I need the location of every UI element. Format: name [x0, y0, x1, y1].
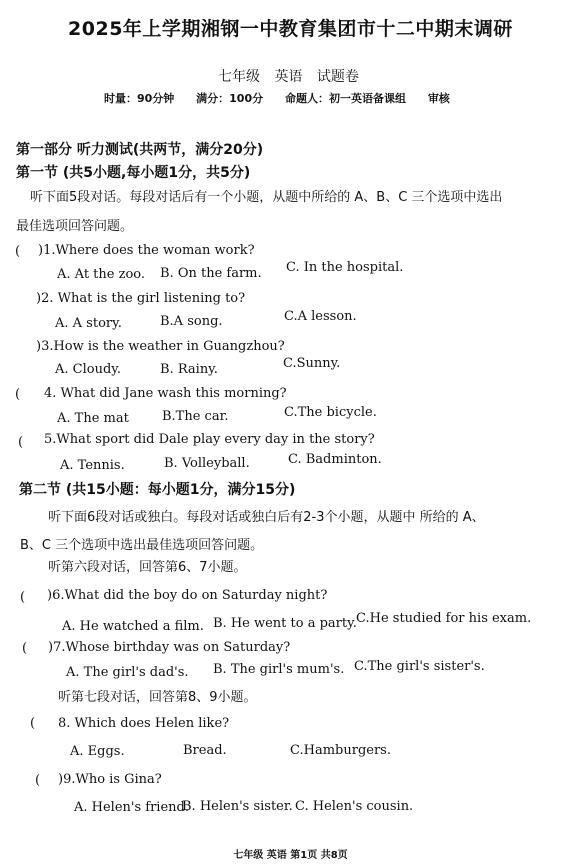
option-b: B.A song.	[160, 314, 223, 329]
answer-paren: (	[15, 244, 21, 259]
option-a: A. Tennis.	[60, 458, 125, 473]
option-b: B. Helen's sister.	[182, 799, 293, 814]
option-b: B. The girl's mum's.	[213, 662, 345, 677]
subject-label: 英语	[274, 69, 303, 85]
option-b: Bread.	[183, 743, 227, 758]
exam-meta	[104, 90, 468, 106]
author-label: 命题人：初一英语备课组	[284, 92, 406, 105]
paper-subtitle	[218, 66, 369, 86]
review-label: 审核	[427, 92, 450, 105]
answer-paren: (	[30, 716, 36, 731]
section1-title: 第一节 (共5小题,每小题1分，共5分)	[16, 165, 251, 181]
question-text: 8. Which does Helen like?	[58, 716, 230, 731]
answer-paren: (	[20, 590, 26, 605]
option-b: B. Rainy.	[160, 362, 218, 377]
page-footer: 七年级 英语 第1页 共8页	[233, 850, 348, 861]
question-text: )2. What is the girl listening to?	[36, 291, 246, 306]
option-a: A. A story.	[55, 316, 122, 331]
score-label: 满分：100分	[196, 92, 264, 105]
option-c: C.Sunny.	[283, 356, 341, 371]
time-label: 时量：90分钟	[104, 92, 175, 105]
option-c: C. In the hospital.	[286, 260, 404, 275]
answer-paren: (	[18, 435, 24, 450]
question-text: )3.How is the weather in Guangzhou?	[36, 339, 285, 354]
question-text: 5.What sport did Dale play every day in the story?	[44, 432, 375, 447]
option-a: A. Eggs.	[70, 744, 125, 759]
option-c: C.A lesson.	[284, 309, 357, 324]
answer-paren: (	[35, 773, 41, 788]
question-text: )6.What did the boy do on Saturday night?	[47, 588, 328, 603]
option-b: B. He went to a party.	[213, 616, 357, 631]
question-text: )7.Whose birthday was on Saturday?	[48, 640, 291, 655]
option-c: C. Helen's cousin.	[295, 799, 414, 814]
option-b: B. On the farm.	[160, 266, 262, 281]
option-c: C. Badminton.	[288, 452, 382, 467]
option-a: A. The girl's dad's.	[66, 665, 189, 680]
section2-instruction-1: 听下面6段对话或独白。每段对话或独白后有2-3个小题，从题中 所给的 A、	[48, 510, 485, 525]
section1-instruction-2: 最佳选项回答问题。	[16, 219, 134, 234]
part1-title: 第一部分 听力测试(共两节，满分20分)	[16, 142, 264, 158]
answer-paren: (	[22, 641, 28, 656]
option-a: A. The mat	[57, 411, 129, 426]
option-a: A. He watched a film.	[62, 619, 204, 634]
section1-instruction-1: 听下面5段对话。每段对话后有一个小题，从题中所给的 A、B、C 三个选项中选出	[30, 190, 503, 205]
option-c: C.Hamburgers.	[290, 743, 391, 758]
question-text: )9.Who is Gina?	[58, 772, 162, 787]
grade-label: 七年级	[218, 69, 260, 85]
question-text: )1.Where does the woman work?	[38, 243, 255, 258]
option-a: A. At the zoo.	[57, 267, 145, 282]
option-b: B.The car.	[162, 409, 229, 424]
option-a: A. Cloudy.	[55, 362, 122, 377]
question-text: 4. What did Jane wash this morning?	[44, 386, 287, 401]
listen-7-instruction: 听第七段对话，回答第8、9小题。	[58, 690, 257, 705]
section2-instruction-2: B、C 三个选项中选出最佳选项回答问题。	[20, 538, 264, 553]
page-title: 2025年上学期湘钢一中教育集团市十二中期末调研	[68, 18, 513, 40]
option-b: B. Volleyball.	[164, 456, 250, 471]
option-c: C.The bicycle.	[284, 405, 377, 420]
option-c: C.The girl's sister's.	[354, 659, 485, 674]
paper-label: 试题卷	[316, 69, 359, 85]
listen-6-instruction: 听第六段对话，回答第6、7小题。	[48, 560, 247, 575]
option-c: C.He studied for his exam.	[356, 611, 532, 626]
answer-paren: (	[15, 387, 21, 402]
option-a: A. Helen's friend.	[74, 800, 189, 815]
section2-title: 第二节 (共15小题：每小题1分，满分15分)	[19, 482, 296, 498]
